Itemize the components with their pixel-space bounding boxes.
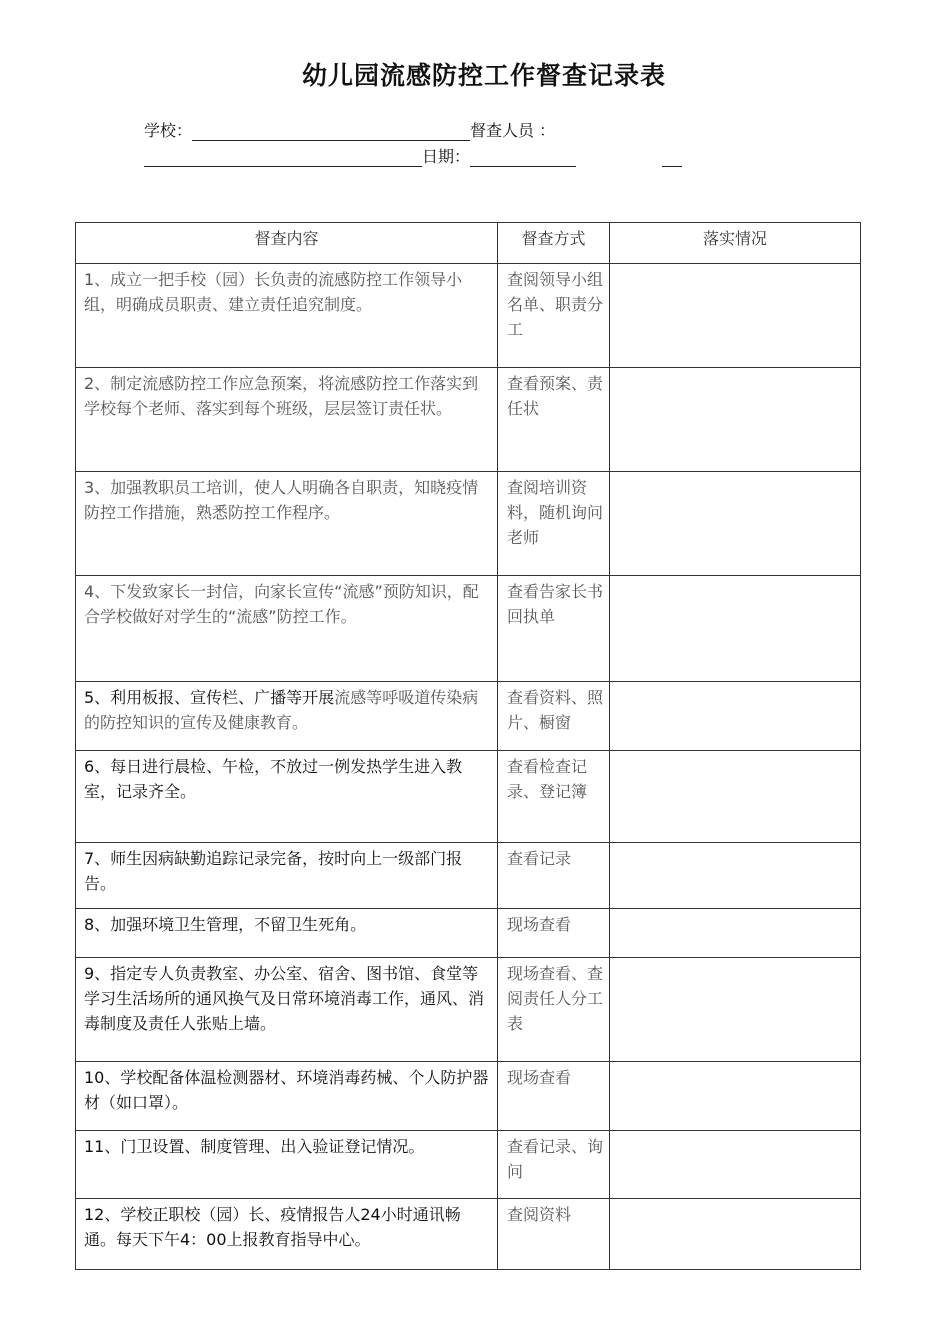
table-row — [76, 1199, 861, 1270]
row-method: 查看资料、照片、橱窗 — [498, 682, 610, 751]
row-content: 3、加强教职员工培训，使人人明确各自职责，知晓疫情防控工作措施，熟悉防控工作程序。 — [76, 472, 498, 576]
row-method: 查看记录 — [498, 843, 610, 909]
meta-line-school — [144, 118, 555, 141]
table-row — [76, 909, 861, 958]
table-row — [76, 368, 861, 472]
row-content: 11、门卫设置、制度管理、出入验证登记情况。 — [76, 1131, 498, 1199]
meta-line-date — [144, 144, 682, 167]
row-content: 12、学校正职校（园）长、疫情报告人24小时通讯畅通。每天下午4：00上报教育指导中心。 — [76, 1199, 498, 1270]
row-method: 现场查看、查阅责任人分工表 — [498, 958, 610, 1062]
row-content: 4、下发致家长一封信，向家长宣传“流感”预防知识，配合学校做好对学生的“流感”防控工作。 — [76, 576, 498, 682]
row-method: 现场查看 — [498, 909, 610, 958]
row-content: 8、加强环境卫生管理，不留卫生死角。 — [76, 909, 498, 958]
header-method: 督查方式 — [498, 223, 610, 264]
header-content: 督查内容 — [76, 223, 498, 264]
inspector-label: 督查人员 ： — [470, 121, 556, 140]
inspector-field[interactable] — [144, 148, 422, 167]
row-content-part-a: 5、利用板报、宣传栏、广播等开展 — [84, 688, 335, 707]
page-title: 幼儿园流感防控工作督查记录表 — [301, 61, 666, 90]
row-content — [76, 682, 498, 751]
row-method: 查看预案、责任状 — [498, 368, 610, 472]
row-content: 6、每日进行晨检、午检，不放过一例发热学生进入教室，记录齐全。 — [76, 751, 498, 843]
table-row — [76, 958, 861, 1062]
school-field[interactable] — [192, 122, 470, 141]
row-content: 1、成立一把手校（园）长负责的流感防控工作领导小组，明确成员职责、建立责任追究制度。 — [76, 264, 498, 368]
row-content: 2、制定流感防控工作应急预案，将流感防控工作落实到学校每个老师、落实到每个班级，层层签订责任状。 — [76, 368, 498, 472]
row-content-part-b: 流感等呼吸道传染病的防控知识的宣传及健康教育。 — [84, 688, 479, 732]
row-method: 查阅培训资料，随机询问老师 — [498, 472, 610, 576]
row-result[interactable] — [610, 368, 861, 472]
row-method: 查看告家长书回执单 — [498, 576, 610, 682]
row-method: 查阅领导小组名单、职责分工 — [498, 264, 610, 368]
table-row — [76, 843, 861, 909]
row-content: 9、指定专人负责教室、办公室、宿舍、图书馆、食堂等学习生活场所的通风换气及日常环境消毒工作，通风、消毒制度及责任人张贴上墙。 — [76, 958, 498, 1062]
row-result[interactable] — [610, 958, 861, 1062]
table-row — [76, 1062, 861, 1131]
date-label: 日期： — [422, 147, 471, 166]
row-method: 查看记录、询问 — [498, 1131, 610, 1199]
header-result: 落实情况 — [610, 223, 861, 264]
inspection-table — [75, 222, 861, 1270]
school-label: 学校： — [144, 121, 193, 140]
date-field-tail[interactable] — [662, 148, 682, 167]
table-row — [76, 576, 861, 682]
row-result[interactable] — [610, 751, 861, 843]
date-field[interactable] — [470, 148, 576, 167]
row-result[interactable] — [610, 1199, 861, 1270]
table-row — [76, 682, 861, 751]
row-result[interactable] — [610, 472, 861, 576]
table-header-row — [76, 223, 861, 264]
row-result[interactable] — [610, 1131, 861, 1199]
row-method: 现场查看 — [498, 1062, 610, 1131]
row-method: 查阅资料 — [498, 1199, 610, 1270]
row-result[interactable] — [610, 576, 861, 682]
row-content: 7、师生因病缺勤追踪记录完备，按时向上一级部门报告。 — [76, 843, 498, 909]
row-result[interactable] — [610, 909, 861, 958]
row-result[interactable] — [610, 1062, 861, 1131]
table-row — [76, 1131, 861, 1199]
table-row — [76, 264, 861, 368]
table-row — [76, 472, 861, 576]
row-content: 10、学校配备体温检测器材、环境消毒药械、个人防护器材（如口罩）。 — [76, 1062, 498, 1131]
row-result[interactable] — [610, 682, 861, 751]
table-row — [76, 751, 861, 843]
row-method: 查看检查记录、登记簿 — [498, 751, 610, 843]
row-result[interactable] — [610, 264, 861, 368]
row-result[interactable] — [610, 843, 861, 909]
